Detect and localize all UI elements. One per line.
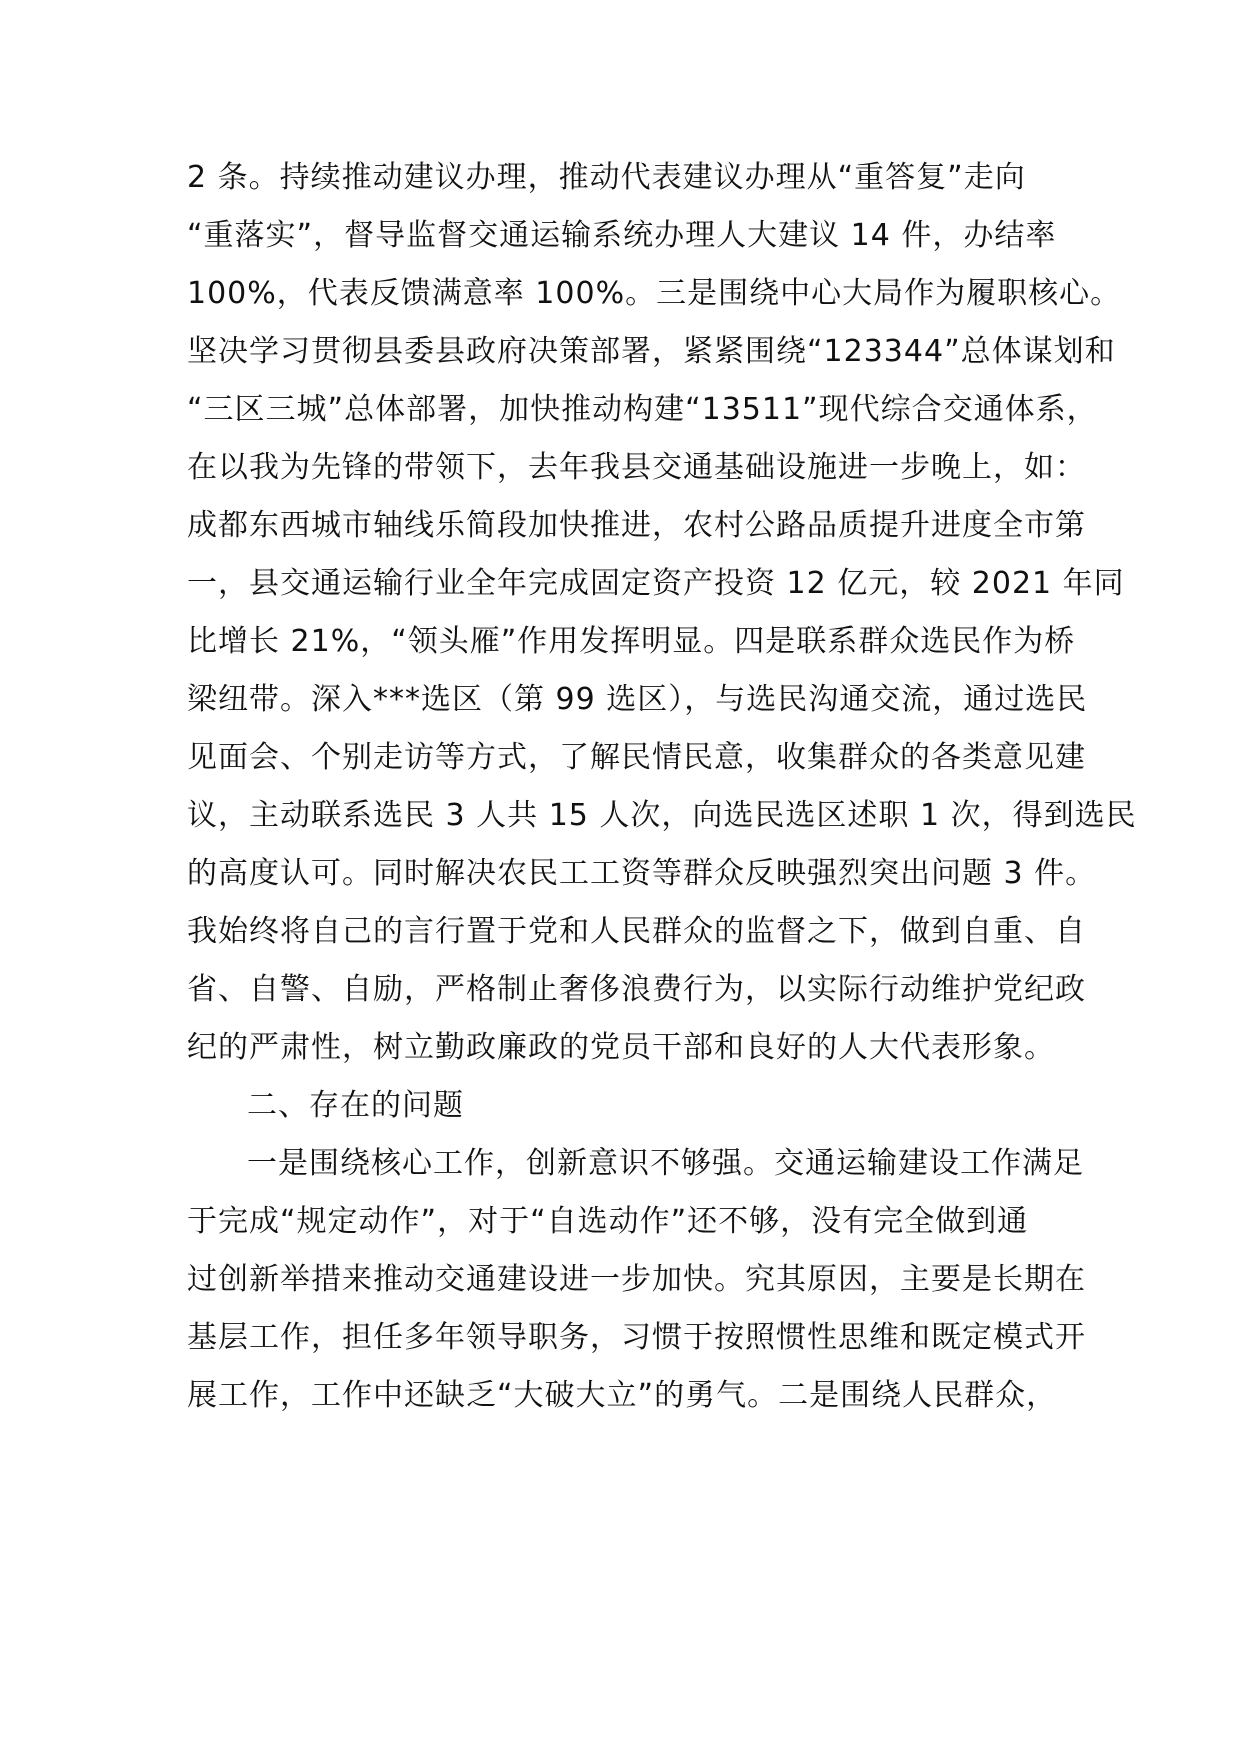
text-line: 成都东西城市轴线乐简段加快推进，农村公路品质提升进度全市第 xyxy=(187,508,1086,543)
text-line: “三区三城”总体部署，加快推动构建“13511”现代综合交通体系， xyxy=(187,392,1098,427)
text-line: 比增长 21%，“领头雁”作用发挥明显。四是联系群众选民作为桥 xyxy=(187,624,1076,659)
text-line: 2 条。持续推动建议办理，推动代表建议办理从“重答复”走向 xyxy=(187,160,1026,195)
text-line: 过创新举措来推动交通建设进一步加快。究其原因，主要是长期在 xyxy=(187,1262,1086,1297)
text-line: 见面会、个别走访等方式，了解民情民意，收集群众的各类意见建 xyxy=(187,740,1086,775)
text-line: 于完成“规定动作”，对于“自选动作”还不够，没有完全做到通 xyxy=(187,1204,1029,1239)
text-line: 省、自警、自励，严格制止奢侈浪费行为，以实际行动维护党纪政 xyxy=(187,972,1086,1007)
text-line: 坚决学习贯彻县委县政府决策部署，紧紧围绕“123344”总体谋划和 xyxy=(187,334,1116,369)
text-line: “重落实”，督导监督交通运输系统办理人大建议 14 件，办结率 xyxy=(187,218,1057,253)
section-heading: 二、存在的问题 xyxy=(247,1088,464,1123)
text-line: 我始终将自己的言行置于党和人民群众的监督之下，做到自重、自 xyxy=(187,914,1086,949)
text-line: 的高度认可。同时解决农民工工资等群众反映强烈突出问题 3 件。 xyxy=(187,856,1097,891)
text-line: 一，县交通运输行业全年完成固定资产投资 12 亿元，较 2021 年同 xyxy=(187,566,1125,601)
text-line: 展工作，工作中还缺乏“大破大立”的勇气。二是围绕人民群众， xyxy=(187,1378,1058,1413)
text-line: 议，主动联系选民 3 人共 15 人次，向选民选区述职 1 次，得到选民 xyxy=(187,798,1137,833)
text-line: 在以我为先锋的带领下，去年我县交通基础设施进一步晚上，如： xyxy=(187,450,1086,485)
text-line: 基层工作，担任多年领导职务，习惯于按照惯性思维和既定模式开 xyxy=(187,1320,1086,1355)
text-line: 梁纽带。深入***选区（第 99 选区），与选民沟通交流，通过选民 xyxy=(187,682,1088,717)
text-line: 一是围绕核心工作，创新意识不够强。交通运输建设工作满足 xyxy=(247,1146,1084,1181)
text-line: 纪的严肃性，树立勤政廉政的党员干部和良好的人大代表形象。 xyxy=(187,1030,1055,1065)
text-line: 100%，代表反馈满意率 100%。三是围绕中心大局作为履职核心。 xyxy=(187,276,1122,311)
